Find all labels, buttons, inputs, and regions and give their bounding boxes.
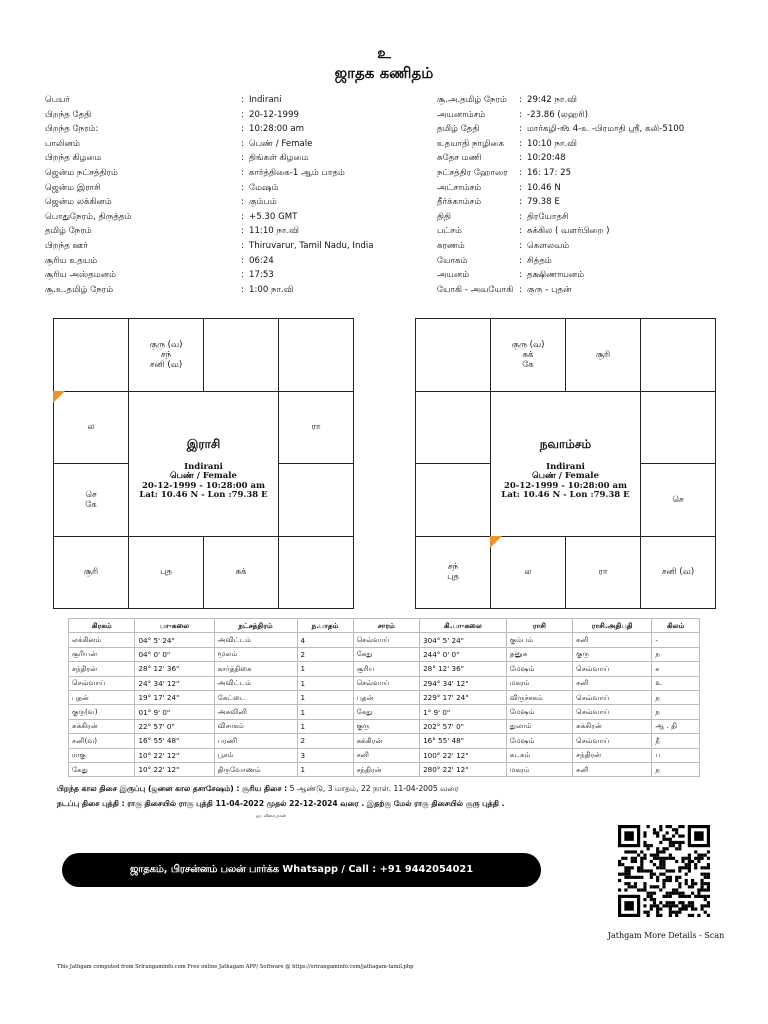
detail-row: [437, 210, 757, 225]
chart-house: ல: [53, 391, 129, 465]
table-cell: மகரம்: [506, 676, 572, 690]
detail-label: தமிழ் தேதி: [437, 124, 480, 135]
table-cell: ந: [652, 690, 700, 704]
table-row: [69, 734, 700, 748]
detail-label: உதயாதி நாழிகை: [437, 138, 505, 149]
dasa-balance: [57, 784, 458, 794]
table-cell: 100° 22' 12": [420, 748, 507, 762]
table-cell: 244° 0' 0": [420, 647, 507, 661]
table-cell: குரு: [573, 647, 652, 661]
table-cell: பூசம்: [214, 748, 297, 762]
chart-house: சுக்: [203, 536, 279, 610]
lagna-marker: [53, 391, 65, 403]
table-cell: மேஷம்: [506, 662, 572, 676]
chart-house: குரு (வ) சுக் கே: [490, 318, 566, 392]
detail-colon: :: [519, 95, 522, 105]
table-cell: விசாகம்: [214, 719, 297, 733]
detail-label: பிறந்த நேரம்:: [45, 124, 99, 135]
chart-center: [128, 391, 279, 537]
table-cell: சுக்கிரன்: [573, 719, 652, 733]
chart-house: [278, 318, 354, 392]
detail-row: [45, 108, 405, 123]
table-cell: கடகம்: [506, 748, 572, 762]
table-cell: கேது: [353, 647, 419, 661]
detail-row: [45, 224, 405, 239]
table-row: [69, 748, 700, 762]
table-cell: 16° 55' 48": [420, 734, 507, 748]
table-row: [69, 690, 700, 704]
table-row: [69, 762, 700, 776]
detail-row: [437, 224, 757, 239]
chart-center-line: பெண் / Female: [532, 471, 599, 481]
table-cell: திருவோணம்: [214, 762, 297, 776]
detail-label: சூரிய உதயம்: [45, 255, 98, 266]
detail-label: சூ.உ.தமிழ் நேரம்: [45, 284, 114, 295]
chart-house: [53, 318, 129, 392]
table-header-cell: நட்சத்திரம்: [214, 619, 297, 633]
detail-value: மார்கழி-௺ 4-உ -பிரமாதி ஸ்ரீ, கலி-5100: [527, 124, 685, 135]
detail-colon: :: [241, 124, 244, 135]
detail-colon: :: [241, 153, 244, 164]
detail-colon: :: [519, 226, 522, 237]
table-cell: 202° 57' 0": [420, 719, 507, 733]
detail-value: 20-12-1999: [249, 109, 299, 120]
detail-row: [45, 268, 405, 283]
table-cell: 28° 12' 36": [420, 662, 507, 676]
table-cell: செவ்வாய்: [573, 734, 652, 748]
table-header-cell: கி.பா-கலை: [420, 619, 507, 633]
planet-table: [68, 618, 700, 777]
detail-colon: :: [519, 211, 522, 222]
table-cell: சூரிய: [353, 662, 419, 676]
table-cell: 1: [297, 719, 353, 733]
detail-row: [437, 122, 757, 137]
detail-value: குரு - புதன்: [527, 284, 572, 295]
table-cell: ராகு: [69, 748, 135, 762]
chart-house: சூரி: [53, 536, 129, 610]
page-title: ஜாதக கணிதம்: [334, 64, 434, 82]
detail-row: [437, 93, 757, 108]
table-cell: பரணி: [214, 734, 297, 748]
table-cell: புதன்: [353, 690, 419, 704]
birth-details-right: [437, 93, 757, 297]
table-cell: செவ்வாய்: [353, 633, 419, 647]
table-cell: செவ்வாய்: [573, 690, 652, 704]
detail-value: 16: 17: 25: [527, 167, 572, 178]
table-cell: 229° 17' 24": [420, 690, 507, 704]
detail-label: ஜென்ம லக்கினம்: [45, 197, 112, 208]
qr-caption: Jathgam More Details - Scan: [607, 931, 725, 940]
detail-colon: :: [519, 182, 522, 193]
table-cell: சனி: [573, 633, 652, 647]
table-row: [69, 647, 700, 661]
table-row: [69, 633, 700, 647]
detail-value: திங்கள் கிழமை: [249, 153, 309, 164]
table-cell: 3: [297, 748, 353, 762]
detail-value: Thiruvarur, Tamil Nadu, India: [249, 240, 374, 251]
contact-banner[interactable]: ஜாதகம், பிரசன்னம் பலன் பார்க்க Whatsapp / Call : +91 9442054021: [62, 853, 541, 887]
table-cell: 294° 34' 12": [420, 676, 507, 690]
detail-colon: :: [241, 197, 244, 208]
table-cell: சந்திரன்: [69, 662, 135, 676]
table-row: [69, 676, 700, 690]
table-cell: 1: [297, 705, 353, 719]
detail-row: [45, 254, 405, 269]
lagna-marker: [490, 536, 502, 548]
chart-house: [415, 463, 491, 537]
table-cell: 10° 22' 12": [135, 748, 214, 762]
detail-label: பாலினம்: [45, 138, 80, 149]
table-cell: குரு(வ): [69, 705, 135, 719]
chart-house: [203, 318, 279, 392]
table-cell: விருச்சகம்: [506, 690, 572, 704]
table-cell: 1: [297, 762, 353, 776]
detail-colon: :: [241, 284, 244, 295]
dasa-balance-value: 5 ஆண்டு, 3 மாதம், 22 நாள். 11-04-2005 வரை: [287, 784, 459, 793]
detail-row: [437, 108, 757, 123]
table-cell: ந: [652, 762, 700, 776]
detail-colon: :: [241, 270, 244, 281]
table-cell: கேது: [353, 705, 419, 719]
detail-row: [437, 283, 757, 298]
detail-colon: :: [519, 255, 522, 266]
detail-row: [45, 283, 405, 298]
detail-label: ஜென்ம நட்சத்திரம்: [45, 167, 118, 178]
navamsa-chart: [415, 318, 715, 608]
detail-label: சூரிய அஸ்தமனம்: [45, 270, 117, 281]
chart-house: [415, 318, 491, 392]
chart-center-line: Lat: 10.46 N - Lon :79.38 E: [501, 490, 630, 500]
chart-house: சந் புத: [415, 536, 491, 610]
detail-colon: :: [241, 182, 244, 193]
table-cell: சுக்கிரன்: [69, 719, 135, 733]
table-cell: கார்த்திகை: [214, 662, 297, 676]
table-cell: மூலம்: [214, 647, 297, 661]
detail-value: 10:10 நா.வி: [527, 138, 578, 149]
detail-value: 1:00 நா.வி: [249, 284, 294, 295]
table-cell: 28° 12' 36": [135, 662, 214, 676]
detail-value: 10:28:00 am: [249, 124, 304, 135]
detail-colon: :: [519, 138, 522, 149]
table-cell: அவிட்டம்: [214, 633, 297, 647]
table-header-cell: பா-கலை: [135, 619, 214, 633]
detail-colon: :: [241, 109, 244, 120]
table-header-cell: கிரகம்: [69, 619, 135, 633]
chart-house: செ: [640, 463, 716, 537]
table-cell: 2: [297, 647, 353, 661]
chart-center-line: 20-12-1999 - 10:28:00 am: [503, 480, 628, 491]
table-cell: 01° 9' 0": [135, 705, 214, 719]
table-cell: லக்கினம்: [69, 633, 135, 647]
chart-center-line: Indirani: [184, 461, 223, 472]
table-cell: சுக்கிரன்: [353, 734, 419, 748]
table-cell: 1: [297, 662, 353, 676]
current-dasa-bhukti: நடப்பு திசை புத்தி : ராகு திசையில் ராகு புத்தி 11-04-2022 முதல் 22-12-2024 வரை . இதற்கு மேல் ராகு திசையில் குரு புத்தி .: [57, 799, 505, 808]
detail-value: -23.86 (லஹரி): [527, 109, 588, 120]
detail-row: [437, 181, 757, 196]
detail-row: [45, 137, 405, 152]
header-symbol: உ: [377, 44, 391, 62]
table-row: [69, 705, 700, 719]
table-cell: -: [652, 633, 700, 647]
table-cell: 1° 9' 0": [420, 705, 507, 719]
chart-house: [640, 318, 716, 392]
table-cell: உ: [652, 676, 700, 690]
chart-house: [278, 536, 354, 610]
table-row: [69, 662, 700, 676]
detail-row: [437, 239, 757, 254]
detail-value: கார்த்திகை-1 ஆம் பாதம்: [249, 167, 345, 178]
detail-label: தீர்க்காம்சம்: [437, 197, 482, 208]
table-cell: சனி: [573, 762, 652, 776]
detail-label: அட்சாம்சம்: [437, 182, 482, 193]
table-cell: சந்திரன்: [353, 762, 419, 776]
detail-label: பட்சம்: [437, 226, 462, 237]
detail-label: தமிழ் நேரம்: [45, 226, 92, 237]
table-header-cell: கிலம்: [652, 619, 700, 633]
detail-colon: :: [241, 240, 244, 251]
detail-label: யோகி - அவயோகி: [437, 284, 514, 295]
detail-row: [45, 210, 405, 225]
table-cell: மேஷம்: [506, 705, 572, 719]
detail-row: [437, 268, 757, 283]
chart-house: ரா: [278, 391, 354, 465]
chart-house: [640, 391, 716, 465]
detail-colon: :: [241, 138, 244, 149]
detail-colon: :: [241, 226, 244, 237]
detail-value: 79.38 E: [527, 197, 560, 208]
detail-label: நட்சத்திர ஹோரை: [437, 167, 508, 178]
detail-colon: :: [519, 240, 522, 251]
detail-colon: :: [241, 95, 244, 105]
detail-value: திரயோதசி: [527, 211, 569, 222]
table-cell: தனுசு: [506, 647, 572, 661]
table-cell: ந: [652, 647, 700, 661]
detail-label: ஜென்ம இராசி: [45, 182, 101, 193]
chart-center-line: Indirani: [546, 461, 585, 472]
table-cell: ந: [652, 705, 700, 719]
detail-value: 10.46 N: [527, 182, 561, 193]
table-cell: 24° 34' 12": [135, 676, 214, 690]
table-cell: புதன்: [69, 690, 135, 704]
table-cell: 04° 0' 0": [135, 647, 214, 661]
table-header-cell: ராசி.அதிபதி: [573, 619, 652, 633]
detail-row: [437, 195, 757, 210]
detail-value: 10:20:48: [527, 153, 566, 164]
detail-colon: :: [241, 255, 244, 266]
detail-row: [45, 195, 405, 210]
table-cell: சனி: [353, 748, 419, 762]
detail-value: 29:42 நா.வி: [527, 95, 578, 105]
detail-row: [437, 254, 757, 269]
table-cell: 280° 22' 12": [420, 762, 507, 776]
table-cell: மகரம்: [506, 762, 572, 776]
detail-value: 11:10 நா.வி: [249, 226, 300, 237]
detail-value: 17:53: [249, 270, 274, 281]
detail-label: சுதேச மணி: [437, 153, 482, 164]
chart-house: குரு (வ) சந் சனி (வ): [128, 318, 204, 392]
footer-credit: This Jathgam computed from Srirangaminfo.com Free online Jathagam APP/ Software @ https://srirangaminfo.com/jathagam-tamil.php: [57, 964, 414, 970]
detail-colon: :: [519, 167, 522, 178]
chart-house: புத: [128, 536, 204, 610]
table-cell: சந்திரன்: [573, 748, 652, 762]
table-cell: ச: [652, 662, 700, 676]
detail-colon: :: [519, 153, 522, 164]
detail-label: பெயர்: [45, 95, 70, 105]
table-header-cell: சாரம்: [353, 619, 419, 633]
detail-label: திதி: [437, 211, 452, 222]
detail-row: [45, 122, 405, 137]
detail-colon: :: [519, 270, 522, 281]
table-cell: மேஷம்: [506, 734, 572, 748]
detail-label: பிறந்த தேதி: [45, 109, 92, 120]
table-cell: 1: [297, 690, 353, 704]
table-cell: அசுவினி: [214, 705, 297, 719]
qr-code[interactable]: [618, 825, 710, 917]
chart-house: [278, 463, 354, 537]
table-cell: செவ்வாய்: [353, 676, 419, 690]
detail-label: கரணம்: [437, 240, 465, 251]
detail-label: அயனம்: [437, 270, 470, 281]
table-cell: செவ்வாய்: [573, 705, 652, 719]
table-cell: கேது: [69, 762, 135, 776]
table-cell: ஆ . தி: [652, 719, 700, 733]
detail-row: [45, 166, 405, 181]
table-cell: கேட்டை: [214, 690, 297, 704]
table-cell: குரு: [353, 719, 419, 733]
table-cell: 4: [297, 633, 353, 647]
detail-colon: :: [519, 284, 522, 295]
table-cell: சனி: [573, 676, 652, 690]
detail-label: யோகம்: [437, 255, 468, 266]
table-cell: ப: [652, 748, 700, 762]
table-cell: 22° 57' 0": [135, 719, 214, 733]
dasa-balance-label: பிறந்த கால திசை இருப்பு (ஜனன கால தசாசேஷம்) : சூரிய திசை :: [57, 784, 288, 793]
detail-row: [45, 151, 405, 166]
table-cell: அவிட்டம்: [214, 676, 297, 690]
chart-house: [415, 391, 491, 465]
table-cell: 04° 5' 24": [135, 633, 214, 647]
chart-center: [490, 391, 641, 537]
rasi-chart: [53, 318, 353, 608]
table-cell: துலாம்: [506, 719, 572, 733]
detail-value: Indirani: [249, 95, 282, 105]
table-cell: 19° 17' 24": [135, 690, 214, 704]
detail-value: சித்தம்: [527, 255, 552, 266]
detail-value: மேஷம்: [249, 182, 279, 193]
table-cell: 304° 5' 24": [420, 633, 507, 647]
chart-house: ல: [490, 536, 566, 610]
detail-row: [45, 181, 405, 196]
chart-house: செ கே: [53, 463, 129, 537]
table-cell: 1: [297, 676, 353, 690]
table-cell: சூரியன்: [69, 647, 135, 661]
table-cell: 2: [297, 734, 353, 748]
table-header-cell: ந.பாதம்: [297, 619, 353, 633]
detail-value: சுக்கில ( வளர்பிறை ): [527, 226, 610, 237]
detail-label: அயனாம்சம்: [437, 109, 486, 120]
chart-title: இராசி: [186, 436, 221, 451]
detail-row: [437, 166, 757, 181]
chart-center-line: 20-12-1999 - 10:28:00 am: [141, 480, 266, 491]
detail-row: [437, 151, 757, 166]
planet-table-header: [69, 619, 700, 633]
detail-label: பொதுநேரம், திருத்தம்: [45, 211, 132, 222]
table-cell: 16° 55' 48": [135, 734, 214, 748]
detail-colon: :: [241, 167, 244, 178]
chart-center-line: பெண் / Female: [170, 471, 237, 481]
table-cell: கும்பம்: [506, 633, 572, 647]
detail-label: பிறந்த கிழமை: [45, 153, 102, 164]
detail-colon: :: [519, 124, 522, 135]
table-cell: செவ்வாய்: [573, 662, 652, 676]
detail-value: தக்ஷிணாயனம்: [527, 270, 585, 281]
table-header-cell: ராசி: [506, 619, 572, 633]
table-cell: சனி(வ): [69, 734, 135, 748]
detail-row: [45, 93, 405, 108]
table-row: [69, 719, 700, 733]
chart-title: நவாம்சம்: [539, 436, 592, 451]
detail-value: +5.30 GMT: [249, 211, 298, 222]
table-cell: நீ: [652, 734, 700, 748]
detail-label: பிறந்த ஊர்: [45, 240, 88, 251]
table-cell: 10° 22' 12": [135, 762, 214, 776]
detail-row: [437, 137, 757, 152]
detail-colon: :: [519, 109, 522, 120]
chart-house: ரா: [565, 536, 641, 610]
detail-row: [45, 239, 405, 254]
table-cell: செவ்வாய்: [69, 676, 135, 690]
chart-house: சூரி: [565, 318, 641, 392]
chart-center-line: Lat: 10.46 N - Lon :79.38 E: [139, 490, 268, 500]
detail-value: 06:24: [249, 255, 274, 266]
birth-details-left: [45, 93, 405, 297]
detail-label: சூ.அ.தமிழ் நேரம்: [437, 95, 507, 105]
tiny-note: ஜா. விசைப்ரகன்: [256, 813, 286, 818]
detail-colon: :: [241, 211, 244, 222]
detail-colon: :: [519, 197, 522, 208]
detail-value: பெண் / Female: [249, 138, 313, 149]
detail-value: கௌலவம்: [527, 240, 570, 251]
chart-house: சனி (வ): [640, 536, 716, 610]
detail-value: கும்பம்: [249, 197, 277, 208]
